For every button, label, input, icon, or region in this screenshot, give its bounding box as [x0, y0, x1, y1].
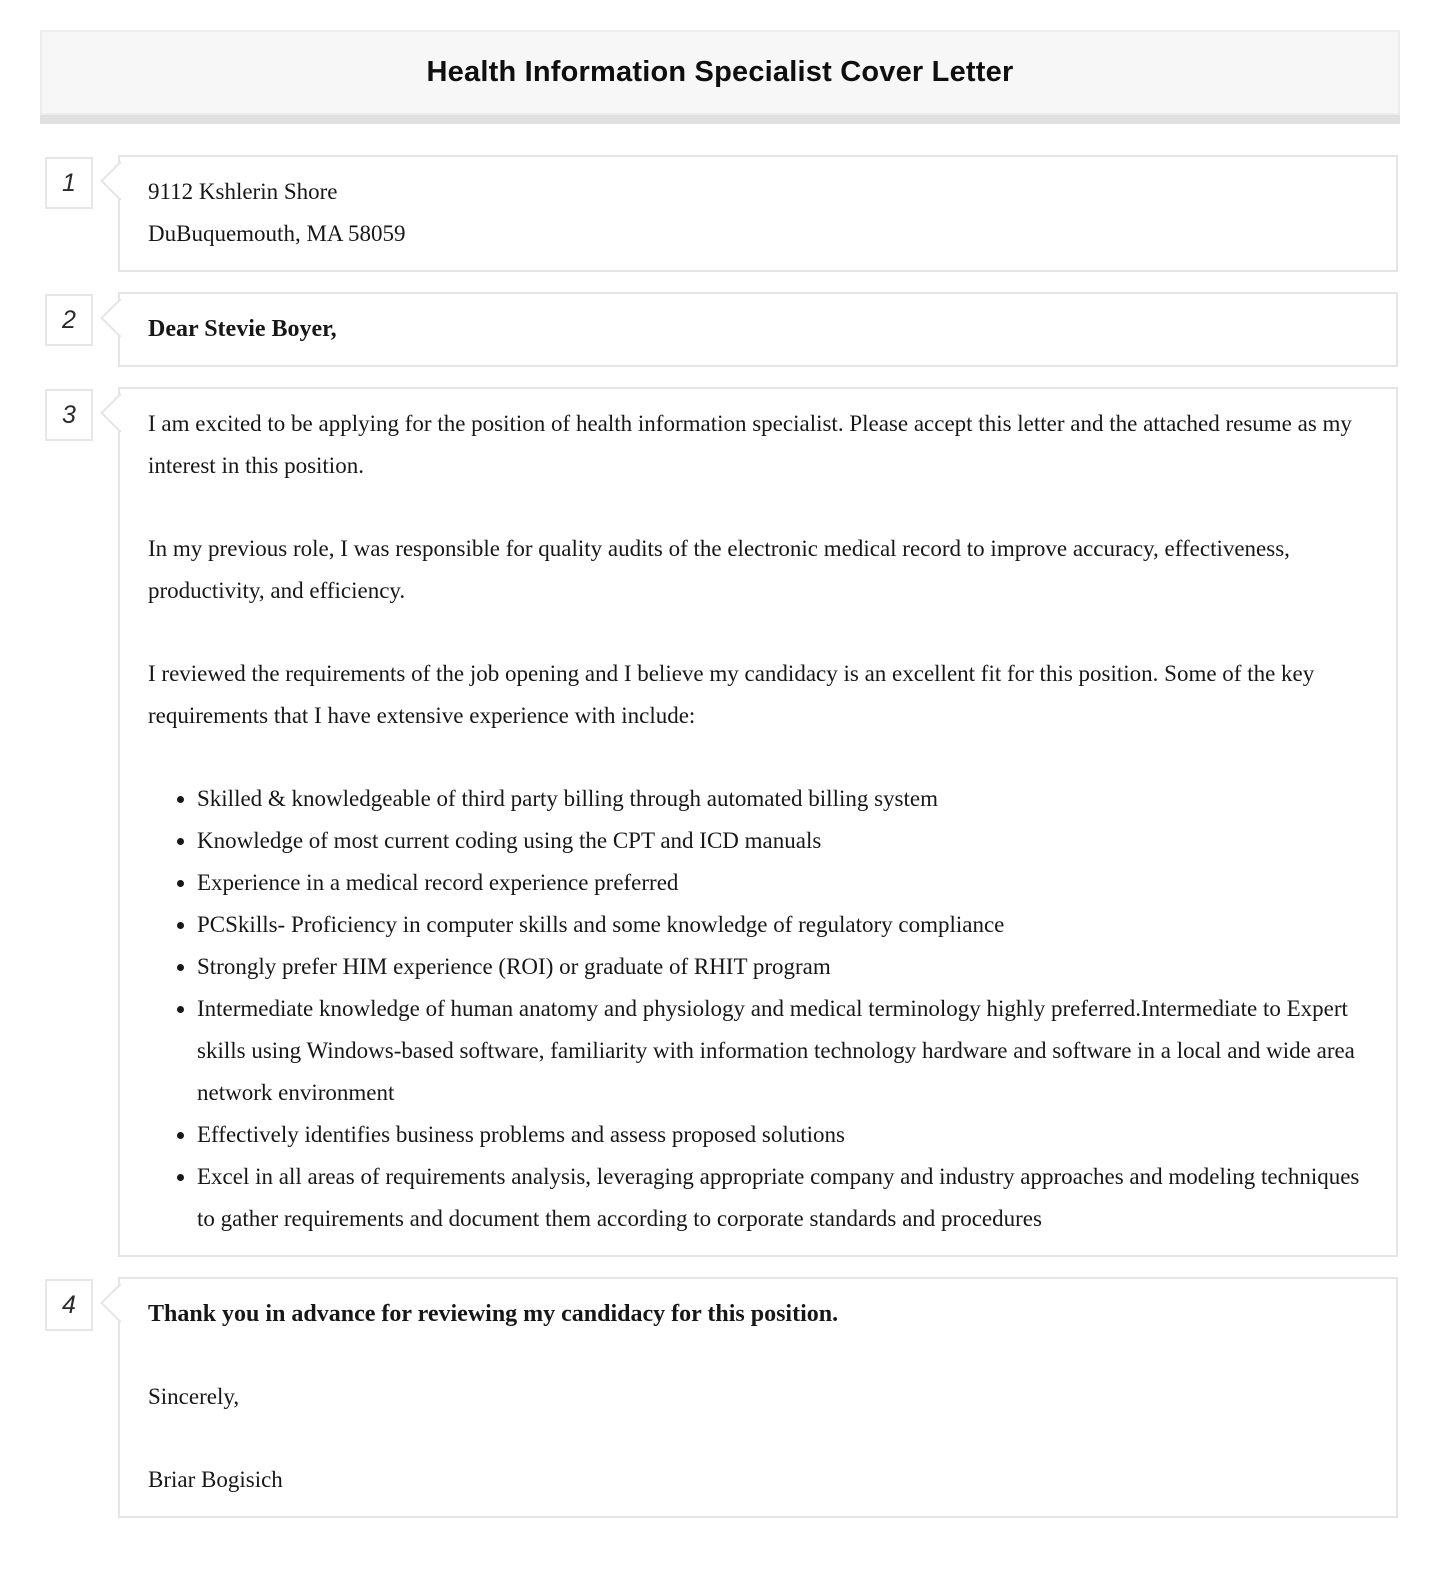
section-row-body: [45, 387, 1398, 1257]
section-number-badge-1: 1: [45, 157, 93, 209]
requirement-item: • Skilled & knowledgeable of third party billing through automated billing system: [197, 778, 1368, 820]
section-number-badge-3: 3: [45, 389, 93, 441]
thank-you-line: Thank you in advance for reviewing my candidacy for this position.: [148, 1301, 839, 1327]
signoff-line: Sincerely,: [148, 1384, 240, 1409]
greeting-box: [118, 292, 1398, 367]
requirement-item: • Effectively identifies business problems and assess proposed solutions: [197, 1114, 1368, 1156]
sender-address: [148, 171, 1368, 255]
requirement-item: • Intermediate knowledge of human anatomy and physiology and medical terminology highly preferred.Intermediate to Expert skills using Windows-based software, familiarity with information technology hardware and software in a local and wide area network environment: [197, 988, 1368, 1114]
section-number-badge-4: 4: [45, 1279, 93, 1331]
signature-name: Briar Bogisich: [148, 1467, 283, 1492]
sender-address-box: [118, 155, 1398, 272]
section-number-badge-2: 2: [45, 294, 93, 346]
requirement-item: • Experience in a medical record experience preferred: [197, 862, 1368, 904]
section-row-address: [45, 155, 1398, 272]
requirement-item: • PCSkills- Proficiency in computer skills and some knowledge of regulatory compliance: [197, 904, 1368, 946]
title-banner: [40, 30, 1400, 115]
requirement-item: • Strongly prefer HIM experience (ROI) or graduate of RHIT program: [197, 946, 1368, 988]
page-header: [40, 30, 1400, 124]
address-line-2: DuBuquemouth, MA 58059: [148, 221, 406, 246]
section-row-closing: [45, 1277, 1398, 1518]
requirement-item: • Excel in all areas of requirements analysis, leveraging appropriate company and industry approaches and modeling techniques to gather requirements and document them according to corporate standards and procedures: [197, 1156, 1368, 1240]
address-line-1: 9112 Kshlerin Shore: [148, 179, 338, 204]
requirements-list: [148, 778, 1368, 1240]
closing-box: [118, 1277, 1398, 1518]
body-paragraph-2: In my previous role, I was responsible for quality audits of the electronic medical record to improve accuracy, effectiveness, productivity, and efficiency.: [148, 536, 1290, 603]
section-row-greeting: [45, 292, 1398, 367]
body-paragraph-1: I am excited to be applying for the position of health information specialist. Please accept this letter and the attached resume as my interest in this position.: [148, 411, 1352, 478]
body-paragraph-3: I reviewed the requirements of the job opening and I believe my candidacy is an excellent fit for this position. Some of the key requirements that I have extensive experience with include:: [148, 661, 1315, 728]
header-shadow-strip: [40, 115, 1400, 124]
page: [0, 30, 1440, 1518]
requirement-item: • Knowledge of most current coding using the CPT and ICD manuals: [197, 820, 1368, 862]
greeting-line: Dear Stevie Boyer,: [148, 316, 337, 342]
page-title: Health Information Specialist Cover Letter: [426, 56, 1014, 88]
letter-body-box: [118, 387, 1398, 1257]
